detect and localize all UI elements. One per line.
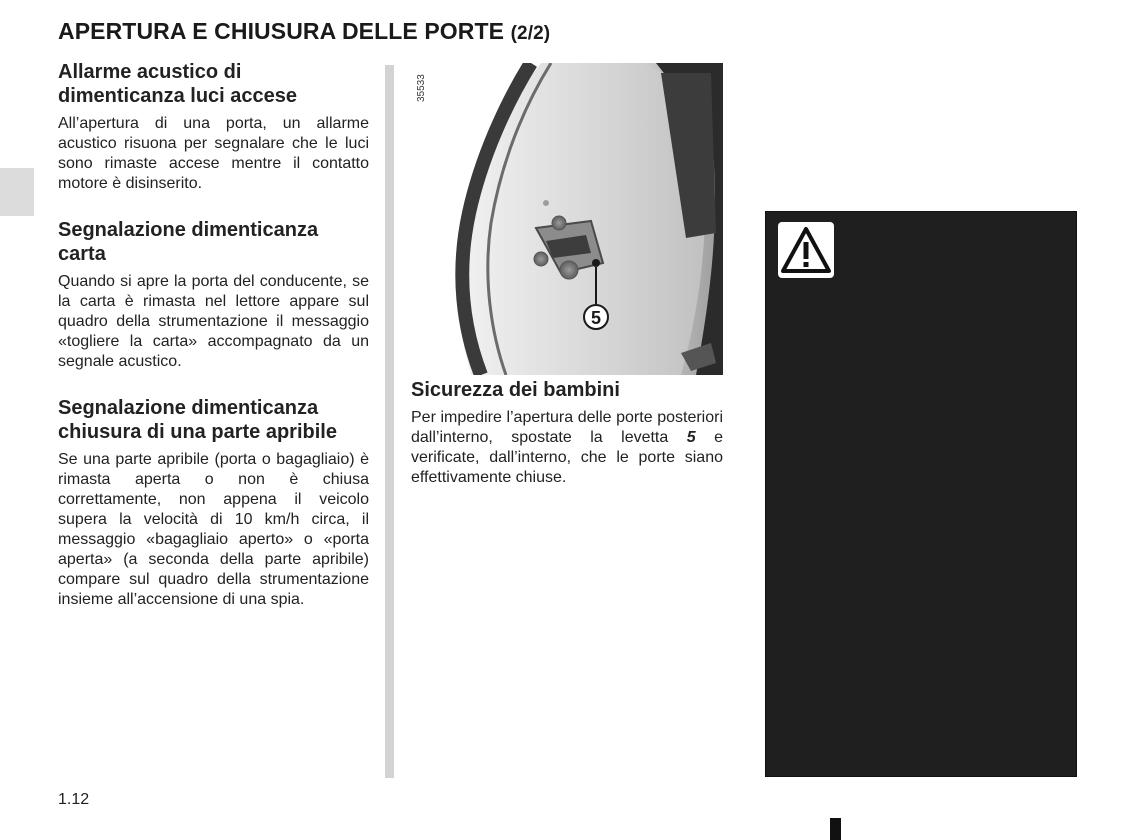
callout-label: 5 [590,308,602,328]
section-body: Quando si apre la porta del conducente, se la carta è rimasta nel lettore appare sul quadro della strumentazione il messaggio «togliere la carta» accompagnato da un segnale acustico. [58,273,369,370]
child-safety-heading: Sicurezza dei bambini [411,379,620,401]
warning-triangle-icon [778,222,834,278]
door-latch-figure [411,63,723,375]
section-heading: Allarme acustico di dimenticanza luci accese [58,61,298,107]
lever-reference: 5 [686,429,696,446]
chapter-tab [0,168,34,216]
page-marker [830,818,841,840]
warning-box [765,211,1077,777]
door-latch-illustration [411,63,723,375]
section-heading: Segnalazione dimenticanza carta [58,219,319,265]
section-body: All’apertura di una porta, un allarme acustico risuona per segnalare che le luci sono rimaste accese mentre il contatto motore è disinserito. [58,115,369,192]
section-heading: Segnalazione dimenticanza chiusura di una parte apribile [58,397,337,443]
section-card-reminder [58,218,369,372]
section-body: Se una parte apribile (porta o bagagliaio) è rimasta aperta o non è chiusa correttamente, non appena il veicolo supera la velocità di 10 km/h circa, il messaggio «bagagliaio aperto» o «porta aperta» (a seconda della parte apribile) compare sul quadro della strumentazione insieme all’accensione di una spia. [58,451,369,608]
section-lights-alarm [58,60,369,194]
body-text-1: Per impedire l’apertura delle porte posteriori dall’interno, spostate la levetta [411,409,723,446]
child-safety-body [411,408,723,488]
body-text-2: e verificate, dall’interno, che le porte siano effettivamente chiuse. [411,429,724,486]
middle-column [411,378,723,488]
column-separator [385,65,394,778]
left-column [58,60,369,634]
page-title [58,18,550,45]
figure-code: 35533 [416,74,427,102]
title-text: APERTURA E CHIUSURA DELLE PORTE [58,18,505,44]
section-opening-reminder [58,396,369,610]
title-page-part: (2/2) [510,23,551,44]
page-number: 1.12 [58,791,90,808]
